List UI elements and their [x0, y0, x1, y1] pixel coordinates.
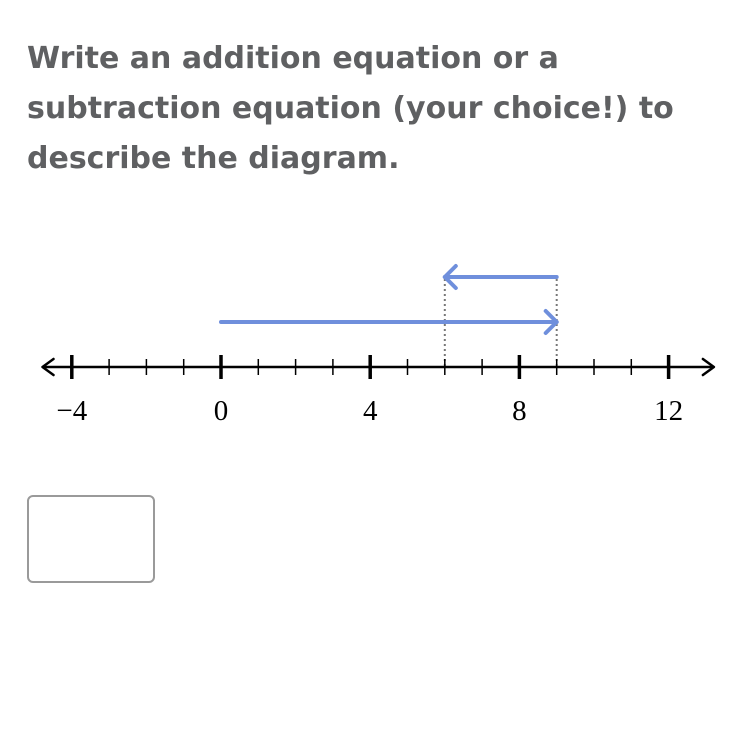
tick-label: 0 — [213, 395, 229, 427]
tick-label: 4 — [362, 395, 378, 427]
tick-label: −4 — [56, 395, 88, 427]
question-line-1: Write an addition equation or a — [27, 41, 559, 76]
tick-label: 12 — [654, 395, 684, 427]
jump-arrows — [221, 266, 557, 333]
number-line-axis — [43, 359, 714, 375]
number-line-labels — [56, 395, 683, 427]
tick-label: 8 — [512, 395, 527, 427]
question-line-3: describe the diagram. — [27, 141, 400, 176]
answer-input[interactable] — [27, 495, 155, 583]
question-text — [27, 34, 707, 184]
question-line-2: subtraction equation (your choice!) to — [27, 91, 674, 126]
number-line-diagram — [0, 240, 730, 440]
